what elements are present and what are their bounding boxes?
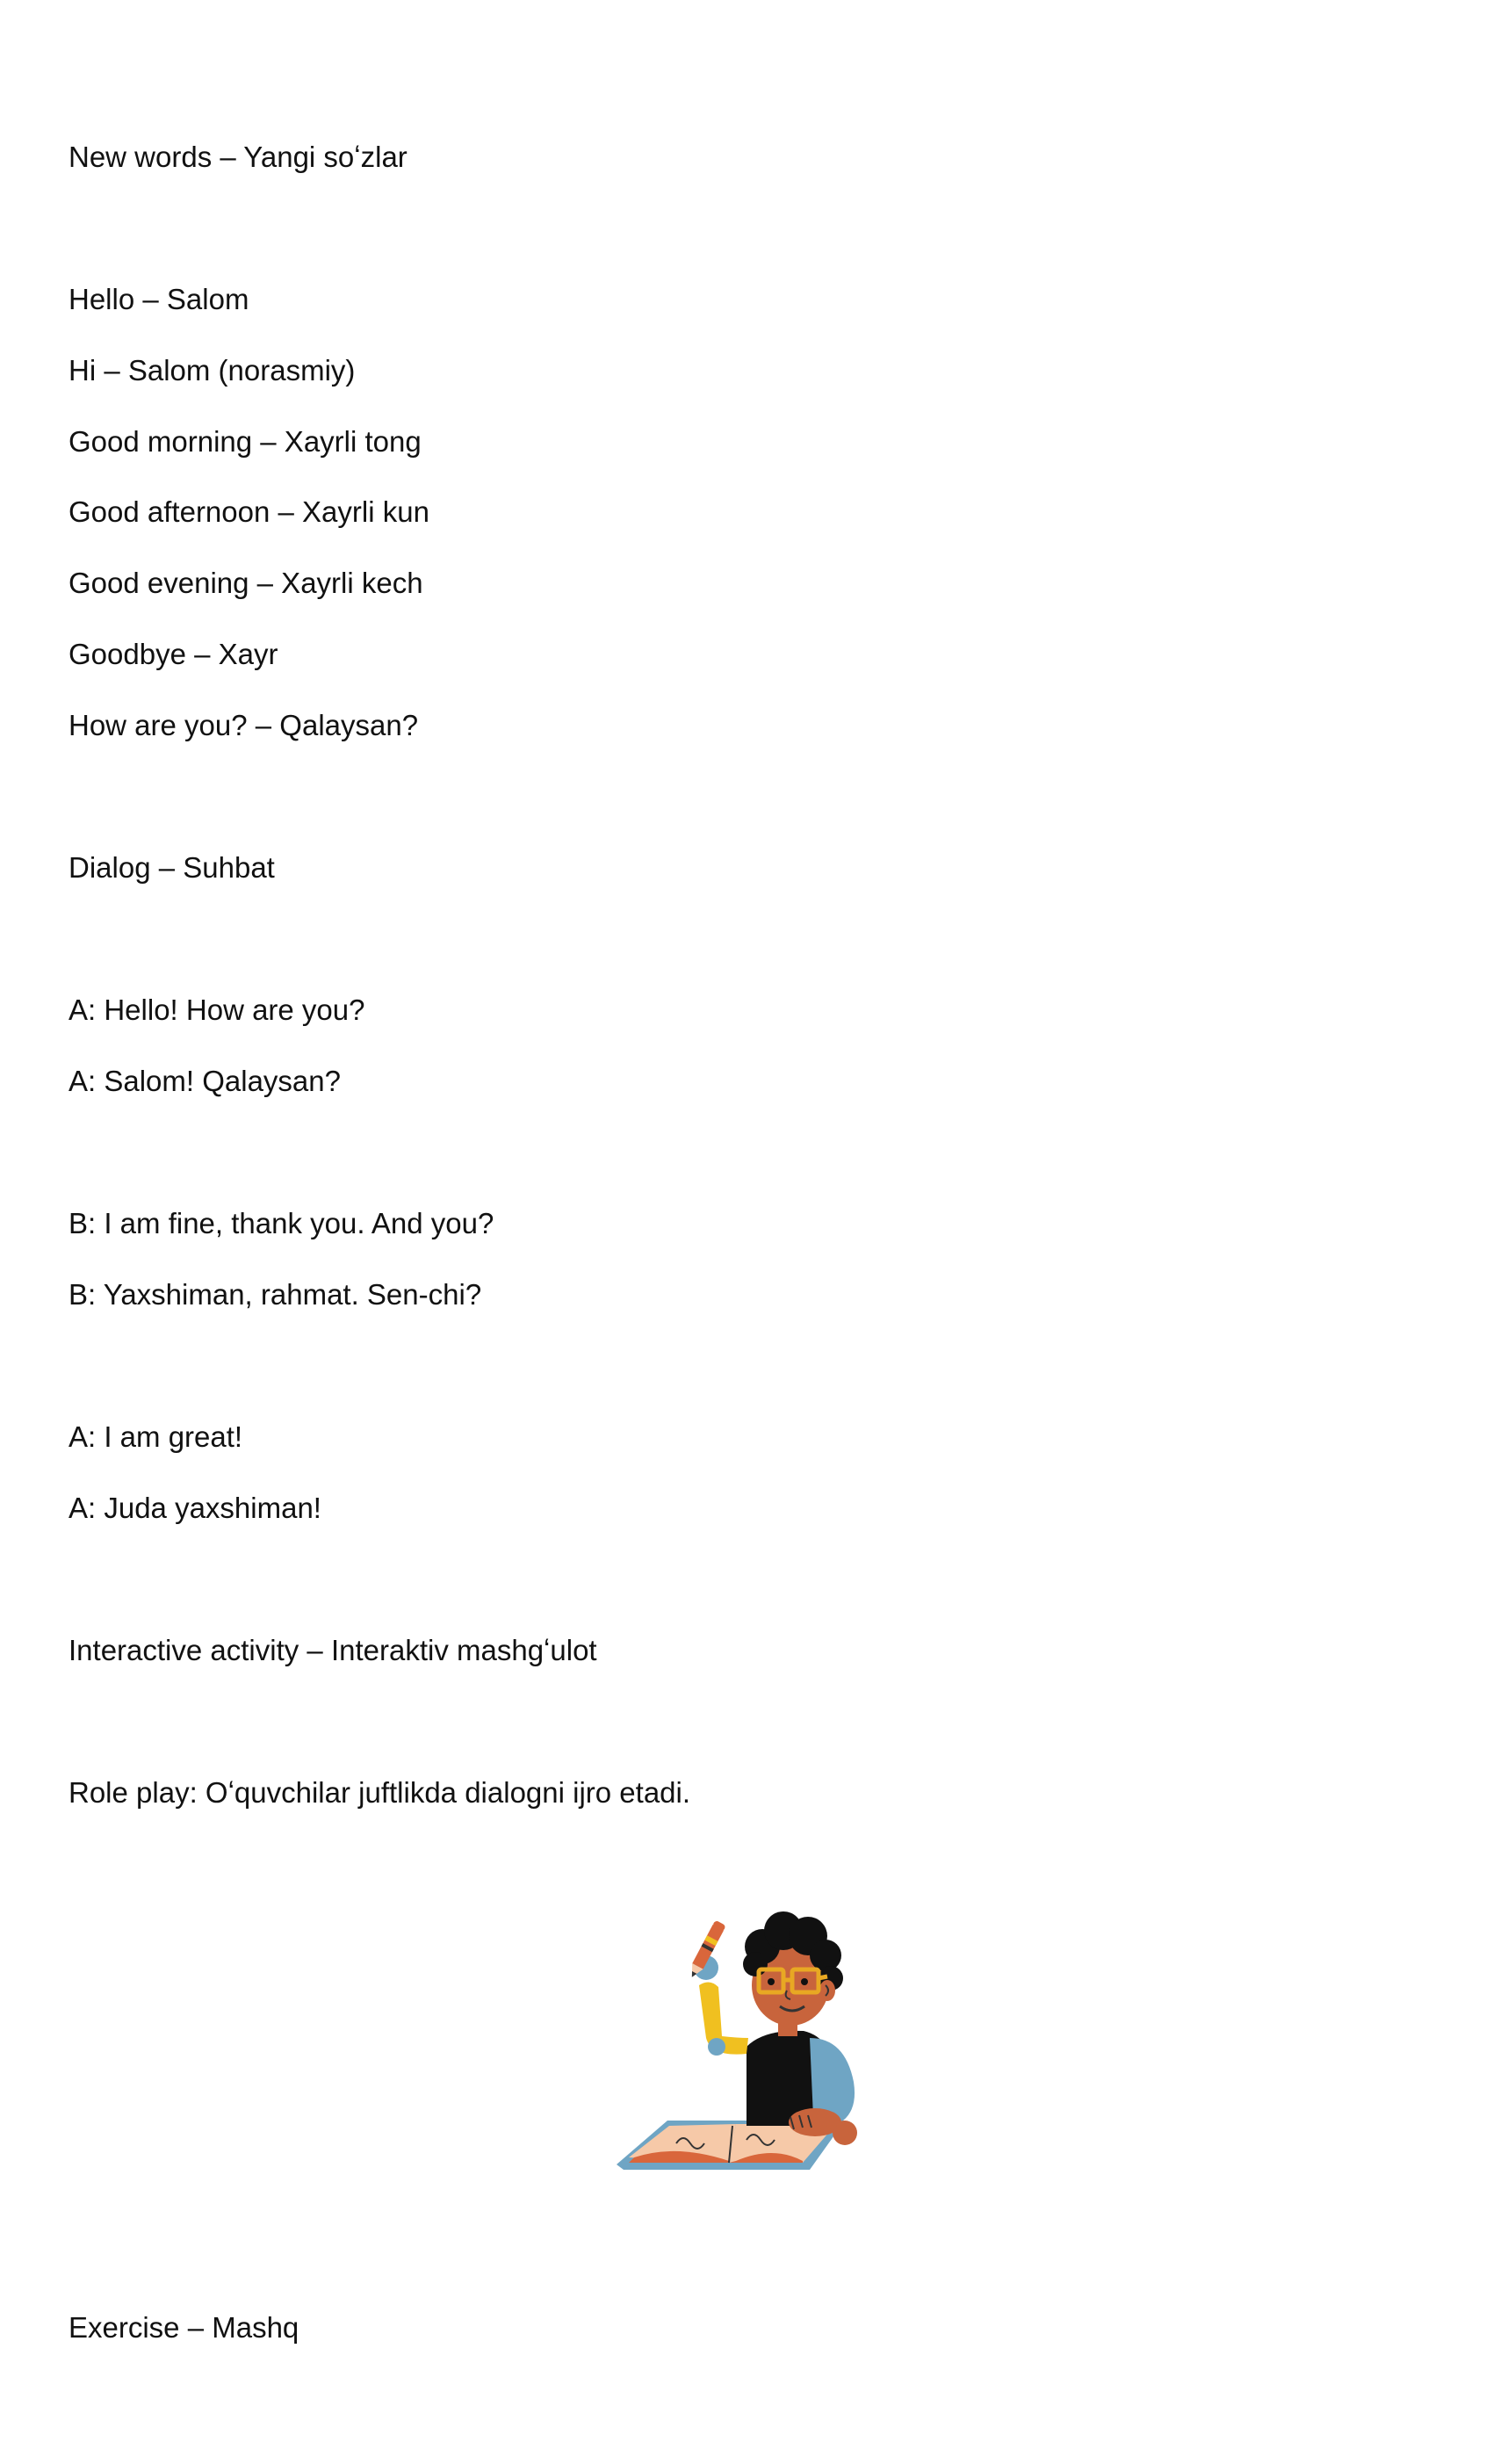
dialog-line: A: Juda yaxshiman! <box>69 1492 321 1524</box>
vocab-item-hi: Hi – Salom (norasmiy) <box>69 354 356 387</box>
vocab-item-good-evening: Good evening – Xayrli kech <box>69 567 423 599</box>
dialog-line: B: I am fine, thank you. And you? <box>69 1207 494 1239</box>
student-reading-book-illustration <box>615 1906 896 2170</box>
vocab-item-good-morning: Good morning – Xayrli tong <box>69 425 422 458</box>
dialog-line: A: I am great! <box>69 1420 243 1453</box>
role-play-instruction: Role play: Oʻquvchilar juftlikda dialogni ijro etadi. <box>69 1776 691 1809</box>
exercise-heading: Exercise – Mashq <box>69 2311 299 2344</box>
vocab-item-hello: Hello – Salom <box>69 283 249 315</box>
activity-heading: Interactive activity – Interaktiv mashgʻulot <box>69 1634 597 1666</box>
dialog-line: B: Yaxshiman, rahmat. Sen-chi? <box>69 1278 482 1311</box>
dialog-heading: Dialog – Suhbat <box>69 851 275 884</box>
dialog-line: A: Salom! Qalaysan? <box>69 1065 341 1097</box>
dialog-line: A: Hello! How are you? <box>69 994 365 1026</box>
vocab-item-good-afternoon: Good afternoon – Xayrli kun <box>69 495 429 528</box>
new-words-heading: New words – Yangi soʻzlar <box>69 141 408 173</box>
vocab-item-how-are-you: How are you? – Qalaysan? <box>69 709 419 741</box>
vocab-item-goodbye: Goodbye – Xayr <box>69 638 278 670</box>
